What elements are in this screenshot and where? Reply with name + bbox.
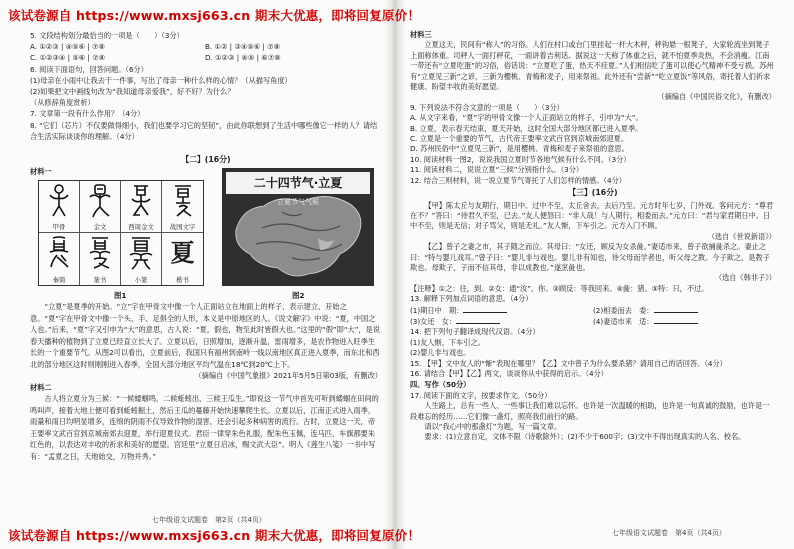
book-spine-shadow [384,0,406,549]
glyph-seal-script [85,235,115,271]
material-1-text: “立夏”是夏季的开始。“立”字在甲骨文中像一个人正面站立在地面上的样子，表示建立、开始之意。“夏”字在甲骨文中像一个头、手、足俱全的人形，本义是中原地区的人。《说文解字》中说：“夏，中国之人也。”后来，“夏”字又引申为“大”的意思，古人说：“夏，假也，物至此时皆假大也。”这里的“假”即“大”，是说春天播种的植物到了立夏已经直立长大了。立夏以后，日照增加，逐渐升温，雷雨增多，是农作物进入旺季生长的一个重要节气。从图2可以看出，立夏前后，我国只有福州到南岭一线以南地区真正进入夏季，而东北和西北的部分地区这时则刚刚进入春季，全国大部分地区平均气温在18℃到20℃上下。 [30,302,381,369]
item-text: (3)女还 女： [410,316,457,326]
section-3-title: 【三】(16分) [568,188,618,198]
annotation-notes: 【注释】①之：往，到。②女：通“汝”，你。③顾反：等我回来。④彘：猪。⑤特：只，不过。 [410,283,709,293]
glyph-cell [162,181,203,233]
right-page-content [410,30,776,516]
material-1-source: （摘编自《中国气象报》2021年5月5日第03版，有删改） [194,371,382,380]
essay-title-line: 请以“我心中的那盏灯”为题，写一篇文章。 [424,422,562,432]
material-1-title: 材料一 [30,167,52,176]
glyph-label: 篆书 [93,276,107,284]
question-13-item [410,316,593,327]
glyph-oracle-bone [44,183,74,219]
question-13-stem: 13. 解释下列加点词语的意思。（4分） [410,294,533,304]
glyph-small-seal [126,235,156,271]
question-15: 15. 【甲】文中友人的“惭”表现在哪里？【乙】文中曾子为什么要杀猪？请用自己的话回答。（4分） [410,358,727,368]
glyph-label: 西周金文 [128,223,154,231]
figure-2-caption: 图2 [292,291,305,300]
option-a: A. ①②③ | ④⑤⑥ | ⑦⑧ [30,42,105,52]
answer-blank [654,316,698,324]
essay-requirements: 要求：(1)立意自定，文体不限（诗歌除外）；(2)不少于600字；(3)文中不得出现真实的人名、校名。 [424,432,746,442]
question-5-options [30,41,382,63]
glyph-label: 小篆 [134,276,148,284]
question-17-stem: 17. 阅读下面的文字，按要求作文。（50分） [410,390,552,400]
right-page-footer: 七年级语文试题卷 第4页（共4页） [612,529,726,537]
glyph-qin-slip [44,235,74,271]
question-14-stem: 14. 把下列句子翻译成现代汉语。（4分） [410,327,540,337]
glyph-cell [162,233,203,285]
section-4-title: 四、写作（50分） [410,380,471,390]
glyph-label: 金文 [93,223,107,231]
glyph-label: 甲骨 [52,223,66,231]
question-13-item [410,305,593,316]
question-13-item [593,305,776,316]
glyph-bronze [85,183,115,219]
glyph-cell [39,181,80,233]
option-c: C. ①②③④ | ⑤⑥ | ⑦⑧ [30,53,106,63]
watermark-banner-bottom: 该试卷源自 https://www.mxsj663.cn 期末大优惠，即将回复原价！ [8,528,421,543]
question-6-sub-1: (1)母亲在小雨中让我去干一件事，写出了母亲一种什么样的心情？（从描写角度） [30,75,292,85]
glyph-cell [39,233,80,285]
item-text: (4)妻适市来 适： [593,316,654,326]
glyph-label: 楷书 [176,276,189,284]
classical-text-jia-source: （选自《世说新语》） [707,231,776,241]
glyph-cell [121,233,162,285]
classical-text-jia: 【甲】陈太丘与友期行，期日中。过中不至，太丘舍去，去后乃至。元方时年七岁，门外戏。客问元方：“尊君在不？”答曰：“待君久不至，已去。”友人便怒曰：“非人哉！与人期行，相委而去。”元方曰：“君与家君期日中。日中不至，则是无信；对子骂父，则是无礼。”友人惭，下车引之。元方入门不顾。 [410,200,774,231]
question-6-sub-2: (2)如果把文中画线句改为“我知道母亲爱我”，好不好？为什么？ [30,87,235,97]
glyph-label: 秦简 [52,276,66,284]
material-3-text: 立夏这天，民间有“称人”的习俗。人们在村口或台门里挂起一杆大木秤，秤钩悬一根凳子，大家轮流坐到凳子上面称体重。司秤人一面打秤花，一面讲着吉利话。据说这一天称了体重之后，就不怕夏季炎热，不会消瘦。江南一带还有“立夏吃蛋”的习俗，俗话说：“立夏吃了蛋，热天不疰夏。”人们相信吃了蛋可以使心气精神不受亏损。苏州有“立夏见三新”之谚，三新为樱桃、青梅和麦子，用来祭祖。此外还有“尝新”“吃立夏饭”等风俗，寄托着人们祈求健康、盼望丰收的美好愿望。 [410,40,774,92]
glyph-warring-states [168,183,198,219]
question-6-note: （从修辞角度赏析） [30,98,95,108]
glyph-cell [80,181,121,233]
classical-text-yi-source: （选自《韩非子》） [714,273,776,283]
answer-blank [463,305,507,313]
material-3-title: 材料三 [410,30,432,39]
question-10: 10. 阅读材料一图2，说说我国立夏时节各地气候有什么不同。（3分） [410,154,631,164]
question-16: 16. 请结合【甲】【乙】两文，谈谈你从中获得的启示。（4分） [410,369,608,378]
material-3-source: （摘编自《中国民俗文化》，有删改） [657,92,776,102]
question-13-items [410,305,776,328]
section-2-title: 【二】(16分) [181,155,231,164]
glyph-label: 战国文字 [169,223,196,231]
question-5-stem: 5. 文段结构划分最恰当的一项是（ ）（3分） [30,31,184,40]
answer-blank [456,316,500,324]
essay-prompt: 人生路上，总有一些人、一些事让我们难以忘怀。也许是一次温暖的相助，也许是一句真诚的鼓励，也许是一段难忘的经历……它们像一盏灯，照亮我们前行的路。 [410,401,770,421]
question-9-option-d: D. 苏州民俗中“立夏见三新”，是用樱桃、青梅和麦子来祭祖的意思。 [410,144,629,154]
left-materials [30,301,382,511]
lixia-climate-map [222,168,374,286]
watermark-banner-top: 该试卷源自 https://www.mxsj663.cn 期末大优惠，即将回复原价！ [8,8,421,23]
question-6-stem: 6. 阅读下面语句，回答问题。（6分） [30,64,148,74]
answer-blank [654,305,698,313]
figure-1-caption: 图1 [114,291,127,300]
question-9-option-c: C. 立夏是一个重要的节气，古代帝王要率文武百官到京城南郊迎夏。 [410,134,629,144]
question-9-stem: 9. 下列说法不符合文意的一项是（ ）（3分） [410,102,564,112]
question-13-item [593,316,776,327]
question-14-item-1: (1)友人惭，下车引之。 [410,337,485,347]
material-2-title: 材料二 [30,382,52,392]
glyph-western-zhou [126,183,156,219]
ancient-glyph-table [38,180,204,286]
question-9-option-a: A. 从文字来看，“夏”字的甲骨文像一个人正面站立的样子，引申为“大”。 [410,113,643,123]
question-11: 11. 阅读材料二，说说立夏“三候”分别指什么。（3分） [410,165,584,175]
item-text: (1)期日中 期： [410,305,464,315]
question-7: 7. 文章第一段有什么作用？（4分） [30,109,145,119]
option-b: B. ①② | ③④⑤⑥ | ⑦⑧ [205,42,281,52]
glyph-cell [80,233,121,285]
glyph-cell [121,181,162,233]
question-9-option-b: B. 立夏，表示春天结束，夏天开始，这时全国大部分地区都已进入夏季。 [410,123,643,133]
item-text: (2)相委而去 委： [593,305,654,315]
question-8: 8. “它们（芯片）不仅要做得细小，我们也要学习它的坚韧”，由此你联想到了生活中哪些像它一样的人？请结合生活实际谈谈你的理解。（4分） [30,120,378,141]
map-subtitle: 立夏节气气候 [277,198,319,206]
map-title: 二十四节气·立夏 [253,176,343,190]
left-page-questions [30,30,382,142]
left-page-footer: 七年级语文试题卷 第2页（共4页） [152,516,266,524]
question-12: 12. 结合三则材料，说一说立夏节气寄托了人们怎样的情感。（4分） [410,175,626,185]
material-2-text: 古人将立夏分为三候：“一候蝼蝈鸣，二候蚯蚓出，三候王瓜生。”即说这一节气中首先可听到蝼蝈在田间的鸣叫声，接着大地上便可看到蚯蚓掘土，然后王瓜的蔓藤开始快速攀爬生长。立夏以后，江南正式进入雨季，雨量和雨日均明显增多，连绵的阴雨不仅导致作物的湿害，还会引起多种病害的流行。古时，立夏这一天，帝王要率文武百官到京城南郊去迎夏，举行迎夏仪式。君臣一律穿朱色礼服，配朱色玉佩，连马匹、车旗都要朱红色的，以表达对丰收的祈求和美好的愿望。宫廷里“立夏日启冰，赐文武大臣”。明人《莲生八笺》一书中写有：“孟夏之日，天地始交，万物并秀。” [30,394,379,461]
glyph-regular-script: 夏 [170,238,195,267]
classical-text-yi: 【乙】曾子之妻之市，其子随之而泣。其母曰：“女还，顾反为女杀彘。”妻适市来，曾子欲捕彘杀之。妻止之曰：“特与婴儿戏耳。”曾子曰：“婴儿非与戏也。婴儿非有知也，待父母而学者也，听父母之教。今子欺之，是教子欺也。母欺子，子而不信其母，非以成教也。”遂烹彘也。 [410,242,770,272]
question-14-item-2: (2)婴儿非与戏也。 [410,348,471,358]
option-d: D. ①②③ | ④⑤ | ⑥⑦⑧ [205,53,281,63]
